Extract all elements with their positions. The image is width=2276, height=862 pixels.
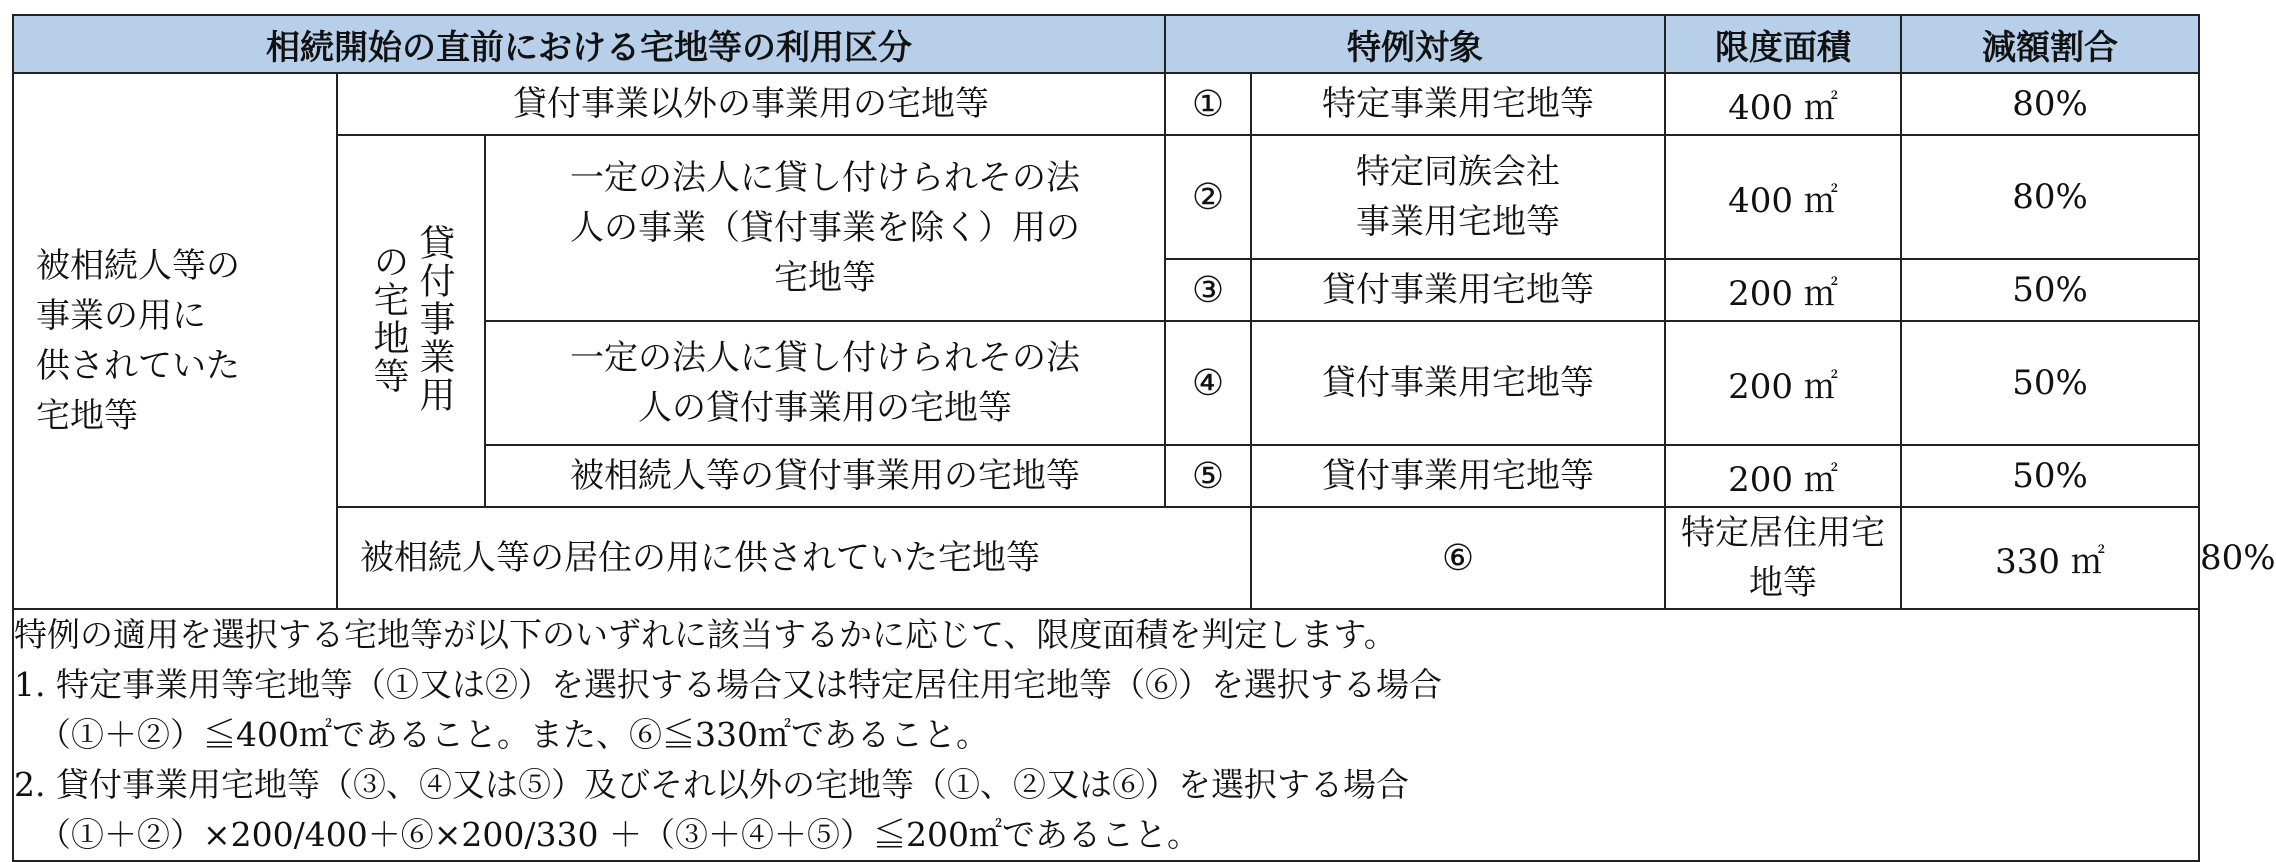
usage-line: 一定の法人に貸し付けられその法 xyxy=(570,338,1080,378)
usage-cell: 貸付事業以外の事業用の宅地等 xyxy=(337,73,1165,135)
reduction-rate-cell: 80% xyxy=(1901,135,2199,259)
usage-cell: 被相続人等の貸付事業用の宅地等 xyxy=(485,445,1165,507)
row-number: ⑥ xyxy=(1251,507,1665,609)
usage-cell: 被相続人等の居住の用に供されていた宅地等 xyxy=(337,507,1251,609)
note-line: 特例の適用を選択する宅地等が以下のいずれに該当するかに応じて、限度面積を判定します。 xyxy=(14,615,1397,654)
target-cell xyxy=(1251,135,1665,259)
lending-business-vertical-label xyxy=(337,135,485,507)
reduction-rate-cell: 80% xyxy=(1901,73,2199,135)
reduction-rate-cell: 50% xyxy=(1901,259,2199,321)
area-limit-cell: 200 ㎡ xyxy=(1665,321,1901,445)
target-cell: 貸付事業用宅地等 xyxy=(1251,259,1665,321)
header-usage-category: 相続開始の直前における宅地等の利用区分 xyxy=(13,15,1165,73)
usage-cell xyxy=(485,135,1165,321)
area-limit-cell: 400 ㎡ xyxy=(1665,73,1901,135)
vertical-line: の宅地等 xyxy=(368,243,409,395)
header-area-limit: 限度面積 xyxy=(1665,15,1901,73)
group-label-line: 事業の用に xyxy=(36,296,206,336)
target-line: 事業用宅地等 xyxy=(1356,202,1560,242)
area-limit-cell: 330 ㎡ xyxy=(1901,507,2199,609)
vertical-text xyxy=(365,224,457,414)
target-line: 特定同族会社 xyxy=(1356,152,1560,192)
usage-line: 一定の法人に貸し付けられその法 xyxy=(570,158,1080,198)
table-row: 被相続人等の居住の用に供されていた宅地等 ⑥ 特定居住用宅地等 330 ㎡ 80% xyxy=(13,507,2199,609)
deduction-table-container xyxy=(12,14,2276,854)
table-row xyxy=(13,135,2199,259)
row-number: ③ xyxy=(1165,259,1251,321)
target-cell: 貸付事業用宅地等 xyxy=(1251,321,1665,445)
note-line: 1. 特定事業用等宅地等（①又は②）を選択する場合又は特定居住用宅地等（⑥）を選択する場合 xyxy=(14,665,1442,704)
business-use-group-label xyxy=(13,73,337,609)
target-cell: 貸付事業用宅地等 xyxy=(1251,445,1665,507)
table-row xyxy=(13,73,2199,135)
small-residential-land-special-rule-table xyxy=(12,14,2276,862)
notes-cell xyxy=(13,609,2199,861)
usage-line: 人の事業（貸付事業を除く）用の xyxy=(570,208,1080,248)
row-number: ④ xyxy=(1165,321,1251,445)
area-limit-cell: 400 ㎡ xyxy=(1665,135,1901,259)
reduction-rate-cell: 50% xyxy=(1901,321,2199,445)
header-row xyxy=(13,15,2199,73)
note-line: 2. 貸付事業用宅地等（③、④又は⑤）及びそれ以外の宅地等（①、②又は⑥）を選択する場合 xyxy=(14,765,1409,804)
row-number: ⑤ xyxy=(1165,445,1251,507)
usage-line: 人の貸付事業用の宅地等 xyxy=(638,388,1012,428)
target-cell: 特定事業用宅地等 xyxy=(1251,73,1665,135)
area-limit-cell: 200 ㎡ xyxy=(1665,445,1901,507)
area-limit-cell: 200 ㎡ xyxy=(1665,259,1901,321)
usage-line: 宅地等 xyxy=(774,258,876,298)
group-label-line: 供されていた xyxy=(36,346,240,386)
group-label-line: 宅地等 xyxy=(36,396,138,436)
note-line: （①＋②）×200/400＋⑥×200/330 ＋（③＋④＋⑤）≦200㎡であること。 xyxy=(38,815,1200,854)
usage-cell xyxy=(485,321,1165,445)
vertical-line: 貸付事業用 xyxy=(414,224,455,414)
note-line: （①＋②）≦400㎡であること。また、⑥≦330㎡であること。 xyxy=(38,715,989,754)
target-cell: 特定居住用宅地等 xyxy=(1665,507,1901,609)
header-reduction-rate: 減額割合 xyxy=(1901,15,2199,73)
notes-row xyxy=(13,609,2199,861)
row-number: ① xyxy=(1165,73,1251,135)
reduction-rate-cell: 50% xyxy=(1901,445,2199,507)
row-number: ② xyxy=(1165,135,1251,259)
header-special-target: 特例対象 xyxy=(1165,15,1665,73)
group-label-line: 被相続人等の xyxy=(36,246,240,286)
